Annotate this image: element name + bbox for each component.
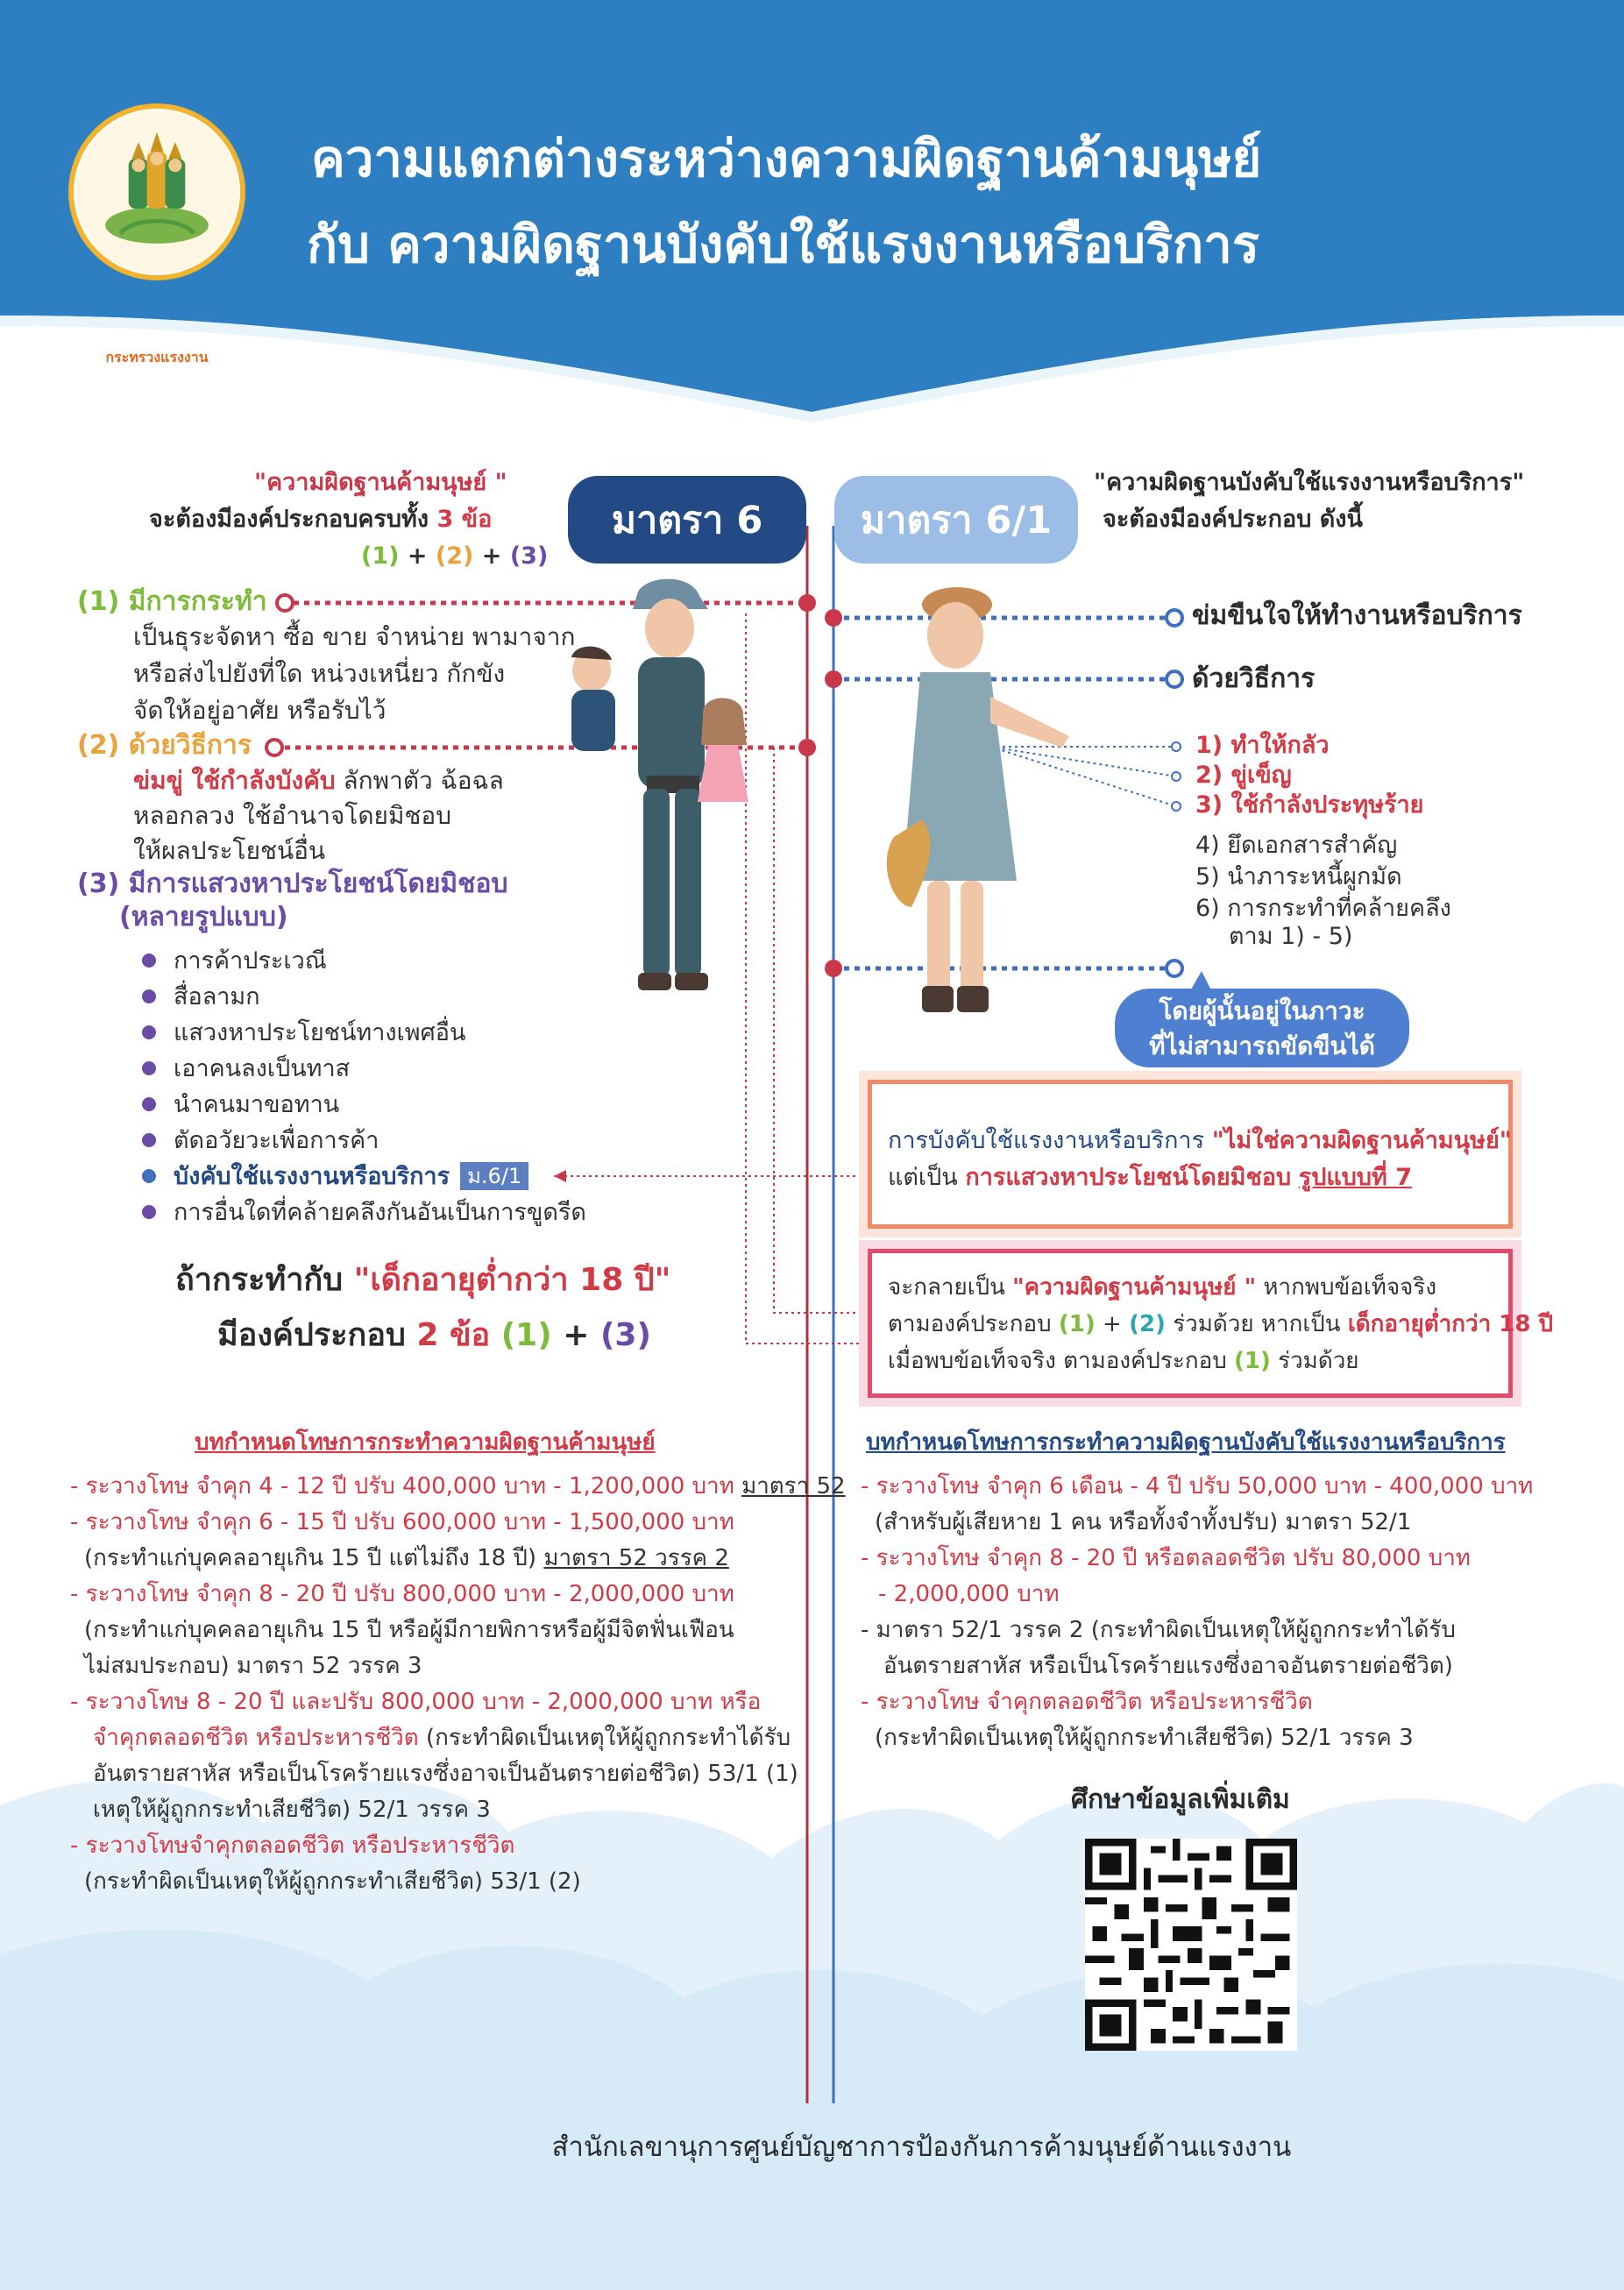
list-item: การค้าประเวณี [142, 942, 586, 978]
forced-labor-element-2: ด้วยวิธีการ [1192, 663, 1316, 694]
method-2: 2) ขู่เข็ญ [1195, 762, 1292, 789]
penalty-left-title: บทกำหนดโทษการกระทำความผิดฐานค้ามนุษย์ [195, 1429, 656, 1456]
becomes-trafficking-note [868, 1249, 1553, 1398]
penalty-line: จำคุกตลอดชีวิต หรือประหารชีวิต (กระทำผิดเป็นเหตุให้ผู้ถูกกระทำได้รับ [93, 1725, 791, 1751]
right-intro-requirement: จะต้องมีองค์ประกอบ ดังนี้ [1103, 506, 1363, 533]
list-item: การอื่นใดที่คล้ายคลึงกันอันเป็นการขูดรีด [142, 1194, 586, 1230]
child-condition-line2: มีองค์ประกอบ 2 ข้อ (1) + (3) [217, 1317, 651, 1353]
penalty-line: - 2,000,000 บาท [878, 1581, 1060, 1607]
element-3-title: (3) มีการแสวงหาประโยชน์โดยมิชอบ [77, 868, 508, 899]
penalty-line: - ระวางโทษจำคุกตลอดชีวิต หรือประหารชีวิต [70, 1833, 515, 1859]
penalty-line: - มาตรา 52/1 วรรค 2 (กระทำผิดเป็นเหตุให้ผู้ถูกกระทำได้รับ [861, 1617, 1456, 1643]
element-2-line2: หลอกลวง ใช้อำนาจโดยมิชอบ [133, 801, 452, 830]
penalty-line: - ระวางโทษ 8 - 20 ปี และปรับ 800,000 บาท - 2,000,000 บาท หรือ [70, 1689, 762, 1715]
child-condition-line1: ถ้ากระทำกับ "เด็กอายุต่ำกว่า 18 ปี" [175, 1262, 671, 1298]
method-6-cont: ตาม 1) - 5) [1229, 923, 1353, 950]
method-1: 1) ทำให้กลัว [1195, 732, 1330, 759]
element-1-line2: หรือส่งไปยังที่ใด หน่วงเหนี่ยว กักขัง [133, 659, 506, 688]
penalty-right-title: บทกำหนดโทษการกระทำความผิดฐานบังคับใช้แรงงานหรือบริการ [866, 1429, 1506, 1456]
method-6: 6) การกระทำที่คล้ายคลึง [1195, 895, 1451, 922]
bubble-tail [1188, 971, 1223, 997]
page-title-line2: กับ ความผิดฐานบังคับใช้แรงงานหรือบริการ [307, 215, 1260, 274]
section-6-1-badge: ม.6/1 [460, 1162, 528, 1190]
penalty-line: (กระทำแก่บุคคลอายุเกิน 15 ปี หรือผู้มีกายพิการหรือผู้มีจิตฟั่นเฟือน [84, 1617, 734, 1643]
element-1-line3: จัดให้อยู่อาศัย หรือรับไว้ [133, 696, 386, 725]
method-5: 5) นำภาระหนี้ผูกมัด [1195, 863, 1402, 890]
note2-line2: ตามองค์ประกอบ (1) + (2) ร่วมด้วย หากเป็น เด็กอายุต่ำกว่า 18 ปี [888, 1311, 1553, 1337]
method-4: 4) ยึดเอกสารสำคัญ [1195, 832, 1398, 859]
penalty-line: เหตุให้ผู้ถูกกระทำเสียชีวิต) 52/1 วรรค 3 [93, 1797, 491, 1823]
condition-bubble: โดยผู้นั้นอยู่ในภาวะ ที่ไม่สามารถขัดขืนได้ [1115, 989, 1409, 1067]
left-intro-requirement: จะต้องมีองค์ประกอบครบทั้ง 3 ข้อ [149, 506, 493, 533]
section-6-pill: มาตรา 6 [568, 476, 806, 564]
penalty-line: - ระวางโทษ จำคุก 6 เดือน - 4 ปี ปรับ 50,000 บาท - 400,000 บาท [861, 1473, 1534, 1499]
penalty-line: ไม่สมประกอบ) มาตรา 52 วรรค 3 [84, 1653, 422, 1679]
left-formula: (1) + (2) + (3) [361, 542, 549, 570]
list-item: นำคนมาขอทาน [142, 1086, 586, 1122]
element-1-title: (1) มีการกระทำ [77, 586, 267, 617]
element-1-line1: เป็นธุระจัดหา ซื้อ ขาย จำหน่าย พามาจาก [133, 622, 576, 651]
logo-caption: กระทรวงแรงงาน [105, 349, 209, 365]
note-line2: แต่เป็น การแสวงหาประโยชน์โดยมิชอบ รูปแบบที่ 7 [888, 1164, 1413, 1191]
penalty-line: - ระวางโทษ จำคุก 6 - 15 ปี ปรับ 600,000 บาท - 1,500,000 บาท [70, 1509, 734, 1535]
penalty-line: - ระวางโทษ จำคุก 4 - 12 ปี ปรับ 400,000 บาท - 1,200,000 บาท มาตรา 52 [70, 1473, 846, 1499]
section-6-1-pill: มาตรา 6/1 [834, 476, 1078, 564]
list-item: เอาคนลงเป็นทาส [142, 1050, 586, 1086]
trafficker-illustration [552, 574, 780, 1047]
penalty-line: (กระทำผิดเป็นเหตุให้ผู้ถูกกระทำเสียชีวิต) 52/1 วรรค 3 [875, 1725, 1414, 1751]
note-line1: การบังคับใช้แรงงานหรือบริการ "ไม่ใช่ความผิดฐานค้ามนุษย์" [888, 1127, 1512, 1154]
list-item: ตัดอวัยวะเพื่อการค้า [142, 1122, 586, 1158]
right-intro-title: "ความผิดฐานบังคับใช้แรงงานหรือบริการ" [1094, 469, 1525, 496]
penalty-line: - ระวางโทษ จำคุก 8 - 20 ปี ปรับ 800,000 บาท - 2,000,000 บาท [70, 1581, 734, 1607]
penalty-line: อันตรายสาหัส หรือเป็นโรคร้ายแรงซึ่งอาจเป็นอันตรายต่อชีวิต) 53/1 (1) [93, 1761, 798, 1787]
penalty-line: (กระทำแก่บุคคลอายุเกิน 15 ปี แต่ไม่ถึง 18 ปี) มาตรา 52 วรรค 2 [84, 1545, 729, 1571]
victim-illustration [859, 574, 1096, 1047]
more-info-label: ศึกษาข้อมูลเพิ่มเติม [1071, 1784, 1290, 1815]
element-3-subtitle: (หลายรูปแบบ) [119, 902, 288, 932]
list-item: แสวงหาประโยชน์ทางเพศอื่น [142, 1014, 586, 1050]
qr-code[interactable] [1085, 1839, 1297, 2051]
penalty-line: - ระวางโทษ จำคุก 8 - 20 ปี หรือตลอดชีวิต ปรับ 80,000 บาท [861, 1545, 1471, 1571]
penalty-line: (สำหรับผู้เสียหาย 1 คน หรือทั้งจำทั้งปรับ) มาตรา 52/1 [875, 1509, 1412, 1535]
penalty-line: อันตรายสาหัส หรือเป็นโรคร้ายแรงซึ่งอาจอันตรายต่อชีวิต) [883, 1653, 1453, 1679]
not-trafficking-note [868, 1080, 1513, 1229]
element-2-line3: ให้ผลประโยชน์อื่น [133, 836, 326, 865]
note2-line3: เมื่อพบข้อเท็จจริง ตามองค์ประกอบ (1) ร่วมด้วย [888, 1348, 1359, 1374]
list-item: บังคับใช้แรงงานหรือบริการ ม.6/1 [142, 1158, 586, 1194]
forced-labor-element-1: ข่มขืนใจให้ทำงานหรือบริการ [1192, 600, 1522, 631]
element-2-line1: ข่มขู่ ใช้กำลังบังคับ ลักพาตัว ฉ้อฉล [133, 766, 504, 795]
penalty-line: (กระทำผิดเป็นเหตุให้ผู้ถูกกระทำเสียชีวิต) 53/1 (2) [84, 1868, 581, 1895]
page-title-line1: ความแตกต่างระหว่างความผิดฐานค้ามนุษย์ [311, 129, 1262, 188]
element-2-title: (2) ด้วยวิธีการ [77, 730, 252, 761]
exploitation-list [142, 942, 586, 1230]
penalty-line: - ระวางโทษ จำคุกตลอดชีวิต หรือประหารชีวิต [861, 1689, 1313, 1715]
note2-line1: จะกลายเป็น "ความผิดฐานค้ามนุษย์ " หากพบข้อเท็จจริง [888, 1274, 1437, 1301]
method-3: 3) ใช้กำลังประทุษร้าย [1195, 791, 1424, 819]
left-intro-title: "ความผิดฐานค้ามนุษย์ " [254, 469, 507, 496]
footer-organization: สำนักเลขานุการศูนย์บัญชาการป้องกันการค้ามนุษย์ด้านแรงงาน [551, 2131, 1292, 2163]
list-item: สื่อลามก [142, 978, 586, 1014]
